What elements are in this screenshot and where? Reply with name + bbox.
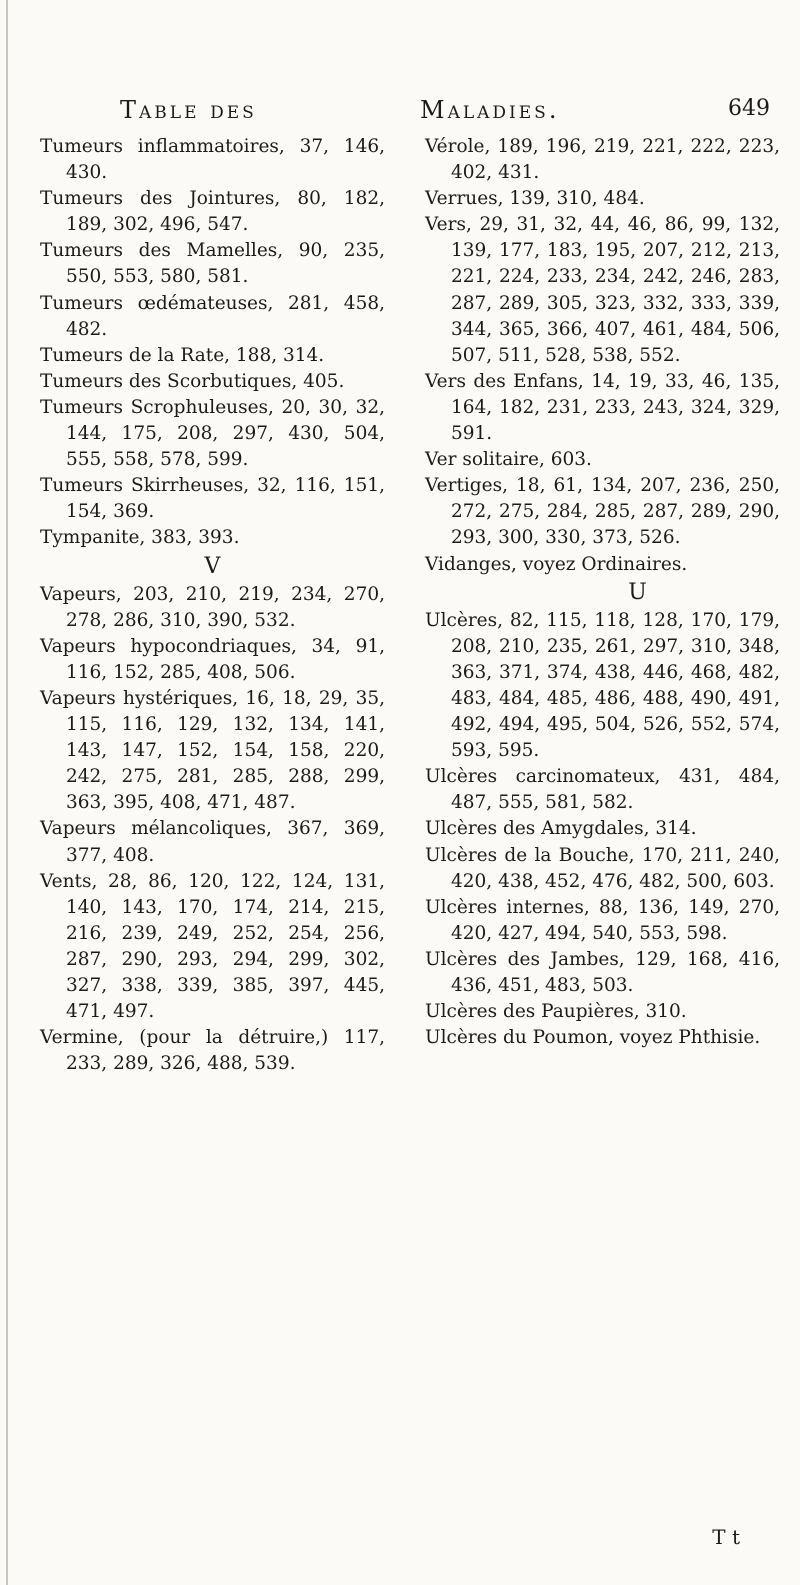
index-entry: Vapeurs hystériques, 16, 18, 29, 35, 115, 116, 129, 132, 134, 141, 143, 147, 152, 154, 158, 220, 242, 275, 281, 285, 288, 299, 363, 395, 408, 471, 487.: [40, 687, 385, 814]
index-entry: Vermine, (pour la détruire,) 117, 233, 289, 326, 488, 539.: [40, 1027, 385, 1075]
index-entry: Ulcères du Poumon, voyez Phthisie.: [425, 1027, 761, 1049]
index-entry: Ulcères de la Bouche, 170, 211, 240, 420, 438, 452, 476, 482, 500, 603.: [425, 844, 780, 892]
index-entry: Tumeurs des Jointures, 80, 182, 189, 302, 496, 547.: [40, 188, 385, 236]
index-entry: Vapeurs mélancoliques, 367, 369, 377, 408.: [40, 818, 385, 866]
index-entry: Vapeurs, 203, 210, 219, 234, 270, 278, 286, 310, 390, 532.: [40, 583, 385, 631]
index-entry: Tumeurs Skirrheuses, 32, 116, 151, 154, 369.: [40, 475, 385, 523]
index-entry: Ulcères internes, 88, 136, 149, 270, 420, 427, 494, 540, 553, 598.: [425, 896, 780, 944]
section-letter: U: [628, 579, 647, 605]
index-entry: Tumeurs des Scorbutiques, 405.: [40, 370, 345, 392]
index-entry: Tumeurs œdémateuses, 281, 458, 482.: [40, 292, 385, 340]
index-entry: Tumeurs Scrophuleuses, 20, 30, 32, 144, 175, 208, 297, 430, 504, 555, 558, 578, 599.: [40, 396, 385, 471]
index-entry: Vidanges, voyez Ordinaires.: [425, 553, 688, 575]
header-left: Table des: [120, 96, 257, 124]
section-letter: V: [204, 553, 221, 579]
index-entry: Ulcères carcinomateux, 431, 484, 487, 555, 581, 582.: [425, 766, 780, 814]
index-entry: Vers, 29, 31, 32, 44, 46, 86, 99, 132, 139, 177, 183, 195, 207, 212, 213, 221, 224, 233, 234, 242, 246, 283, 287, 289, 305, 323, 332, 333, 339, 344, 365, 366, 407, 461, 484, 506, 507, 511, 528, 538, 552.: [425, 214, 780, 366]
index-entry: Ulcères des Amygdales, 314.: [425, 818, 697, 840]
index-entry: Tumeurs des Mamelles, 90, 235, 550, 553, 580, 581.: [40, 240, 385, 288]
index-entry: Verrues, 139, 310, 484.: [425, 188, 645, 210]
right-column: [425, 134, 780, 1051]
index-entry: Vertiges, 18, 61, 134, 207, 236, 250, 272, 275, 284, 285, 287, 289, 290, 293, 300, 330, 373, 526.: [425, 475, 780, 549]
index-entry: Tympanite, 383, 393.: [40, 527, 240, 549]
index-entry: Ulcères des Paupières, 310.: [425, 1001, 687, 1023]
index-entry: Ulcères des Jambes, 129, 168, 416, 436, 451, 483, 503.: [425, 948, 780, 996]
running-header: [0, 96, 800, 136]
page-edge-rule: [6, 0, 8, 1585]
index-entry: Vents, 28, 86, 120, 122, 124, 131, 140, 143, 170, 174, 214, 215, 216, 239, 249, 252, 254, 256, 287, 290, 293, 294, 299, 302, 327, 338, 339, 385, 397, 445, 471, 497.: [40, 870, 385, 1023]
index-entry: Tumeurs inflammatoires, 37, 146, 430.: [40, 136, 385, 184]
index-entry: Vérole, 189, 196, 219, 221, 222, 223, 402, 431.: [425, 136, 780, 184]
page-number: 649: [728, 96, 770, 121]
header-right: Maladies.: [420, 96, 560, 124]
left-column: [40, 134, 385, 1077]
index-entry: Vers des Enfans, 14, 19, 33, 46, 135, 164, 182, 231, 233, 243, 324, 329, 591.: [425, 370, 780, 445]
catchword: T t: [712, 1525, 740, 1549]
index-entry: Vapeurs hypocondriaques, 34, 91, 116, 152, 285, 408, 506.: [40, 635, 385, 683]
index-entry: Tumeurs de la Rate, 188, 314.: [40, 344, 325, 366]
index-entry: Ver solitaire, 603.: [425, 449, 592, 471]
index-entry: Ulcères, 82, 115, 118, 128, 170, 179, 208, 210, 235, 261, 297, 310, 348, 363, 371, 374, 438, 446, 468, 482, 483, 484, 485, 486, 488, 490, 491, 492, 494, 495, 504, 526, 552, 574, 593, 595.: [425, 609, 780, 762]
